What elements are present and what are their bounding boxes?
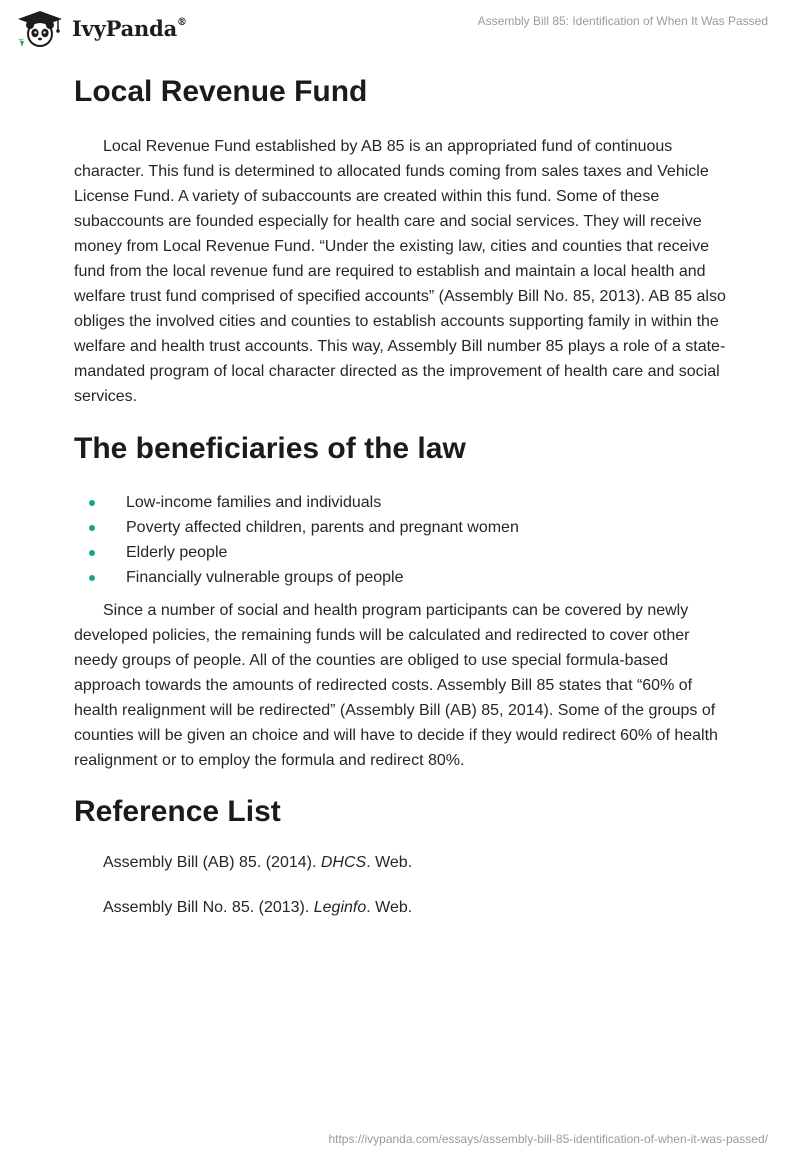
logo-wordmark: IvyPanda® bbox=[72, 15, 187, 41]
list-item: Low-income families and individuals bbox=[74, 490, 730, 515]
reference-source: DHCS bbox=[320, 854, 367, 871]
section-heading-local-revenue-fund: Local Revenue Fund bbox=[74, 75, 368, 108]
ivypanda-logo[interactable] bbox=[14, 8, 187, 48]
reference-list bbox=[74, 850, 730, 920]
local-revenue-fund-paragraph: Local Revenue Fund established by AB 85 is an appropriated fund of continuous character. This fund is determined to allocated funds coming from sales taxes and Vehicle License Fund. A variety of subaccounts are created within this fund. Some of these subaccounts are founded especially for health care and social services. They will receive money from Local Revenue Fund. “Under the existing law, cities and counties that receive fund from the local revenue fund are required to establish and maintain a local health and welfare trust fund comprised of specified accounts” (Assembly Bill No. 85, 2013). AB 85 also obliges the involved cities and counties to establish accounts supporting family in within the welfare and health trust accounts. This way, Assembly Bill number 85 plays a role of a state-mandated program of local character directed as the improvement of health care and social services. bbox=[74, 138, 726, 405]
essay-content bbox=[74, 70, 730, 940]
realignment-paragraph: Since a number of social and health program participants can be covered by newly developed policies, the remaining funds will be calculated and redirected to cover other needy groups of people. All of the counties are obliged to use special formula-based approach towards the amounts of redirected costs. Assembly Bill 85 states that “60% of health realignment will be redirected” (Assembly Bill (AB) 85, 2014). Some of the groups of counties will be given an choice and will have to decide if they would redirect 60% of health realignment or to employ the formula and redirect 80%. bbox=[74, 602, 718, 769]
list-item: Poverty affected children, parents and pregnant women bbox=[74, 515, 730, 540]
section-heading-reference-list: Reference List bbox=[74, 795, 281, 828]
list-item: Elderly people bbox=[74, 540, 730, 565]
section-heading-beneficiaries: The beneficiaries of the law bbox=[74, 432, 466, 465]
list-item: Financially vulnerable groups of people bbox=[74, 565, 730, 590]
reference-entry: Assembly Bill (AB) 85. (2014). DHCS. Web. bbox=[103, 854, 413, 871]
bullet-icon bbox=[89, 500, 95, 506]
panda-graduate-icon bbox=[14, 8, 66, 48]
beneficiaries-list bbox=[74, 490, 730, 590]
bullet-icon bbox=[89, 525, 95, 531]
page-header bbox=[0, 0, 800, 60]
reference-entry: Assembly Bill No. 85. (2013). Leginfo. Web. bbox=[103, 899, 413, 916]
reference-source: Leginfo bbox=[313, 899, 367, 916]
document-title: Assembly Bill 85: Identification of When It Was Passed bbox=[477, 14, 768, 28]
footer-url-link[interactable]: https://ivypanda.com/essays/assembly-bill-85-identification-of-when-it-was-passed/ bbox=[328, 1132, 768, 1146]
bullet-icon bbox=[89, 550, 95, 556]
bullet-icon bbox=[89, 575, 95, 581]
